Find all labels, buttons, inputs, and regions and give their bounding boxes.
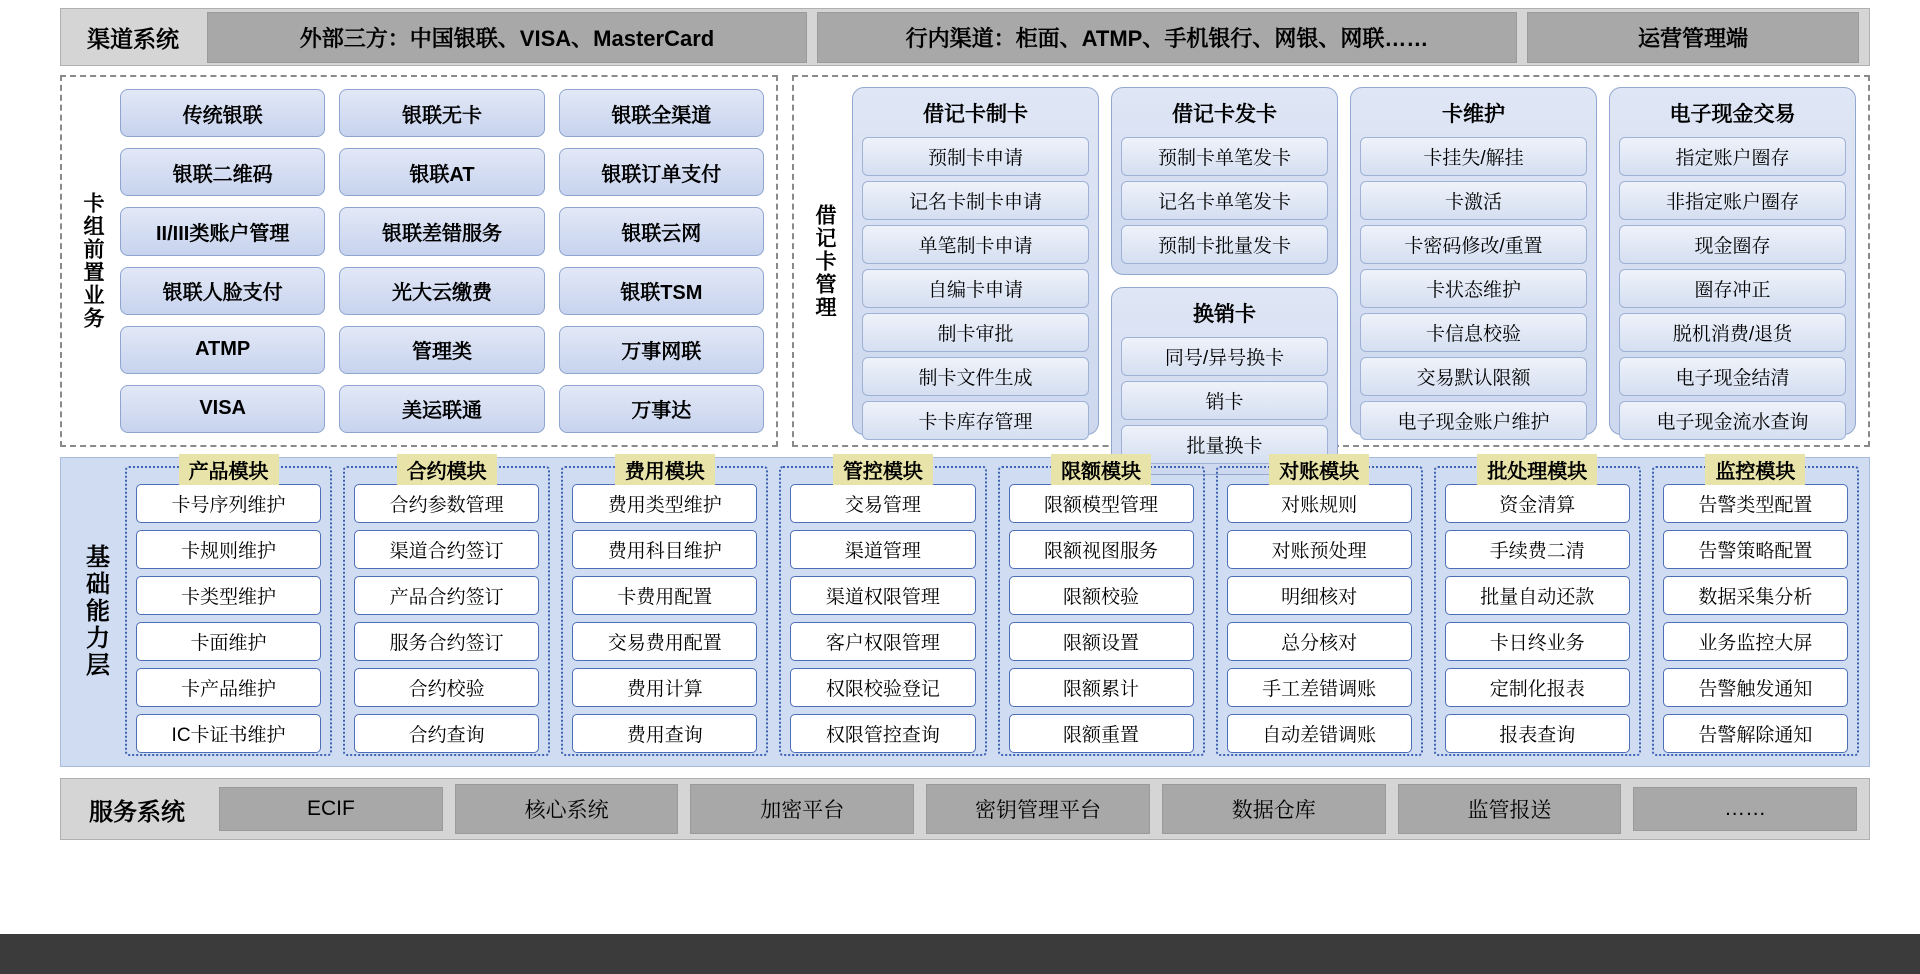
debit-item[interactable]: 卡激活 xyxy=(1360,181,1587,220)
channel-system-label: 渠道系统 xyxy=(87,25,179,52)
card-org-item[interactable]: VISA xyxy=(120,385,325,433)
capability-item[interactable]: 卡日终业务 xyxy=(1445,622,1630,661)
card-org-item[interactable]: 银联全渠道 xyxy=(559,89,764,137)
debit-box-card-exchange-cancel xyxy=(1111,287,1338,475)
capability-item[interactable]: 合约校验 xyxy=(354,668,539,707)
capability-item[interactable]: 渠道管理 xyxy=(790,530,975,569)
card-org-item[interactable]: 光大云缴费 xyxy=(339,267,544,315)
debit-item[interactable]: 制卡审批 xyxy=(862,313,1089,352)
debit-item[interactable]: 电子现金账户维护 xyxy=(1360,401,1587,440)
capability-item[interactable]: 合约参数管理 xyxy=(354,484,539,523)
card-org-item[interactable]: ATMP xyxy=(120,326,325,374)
card-org-item[interactable]: 美运联通 xyxy=(339,385,544,433)
capability-item[interactable]: 限额设置 xyxy=(1009,622,1194,661)
debit-item[interactable]: 预制卡批量发卡 xyxy=(1121,225,1328,264)
debit-item[interactable]: 单笔制卡申请 xyxy=(862,225,1089,264)
debit-columns xyxy=(844,85,1858,457)
debit-item[interactable]: 电子现金结清 xyxy=(1619,357,1846,396)
debit-item[interactable]: 同号/异号换卡 xyxy=(1121,337,1328,376)
debit-item[interactable]: 预制卡申请 xyxy=(862,137,1089,176)
debit-item[interactable]: 卡信息校验 xyxy=(1360,313,1587,352)
service-cell-ecif: ECIF xyxy=(219,787,443,831)
capability-column-batch xyxy=(1434,461,1641,756)
capability-item[interactable]: 告警类型配置 xyxy=(1663,484,1848,523)
capability-item[interactable]: 告警触发通知 xyxy=(1663,668,1848,707)
capability-item[interactable]: 服务合约签订 xyxy=(354,622,539,661)
capability-columns xyxy=(119,461,1859,756)
debit-box-e-cash-transactions xyxy=(1609,87,1856,435)
debit-item[interactable]: 脱机消费/退货 xyxy=(1619,313,1846,352)
capability-item[interactable]: 合约查询 xyxy=(354,714,539,753)
card-org-grid xyxy=(112,85,766,437)
box-title: 卡维护 xyxy=(1442,103,1505,126)
channel-system-band xyxy=(60,8,1870,66)
capability-item[interactable]: 告警策略配置 xyxy=(1663,530,1848,569)
debit-item[interactable]: 预制卡单笔发卡 xyxy=(1121,137,1328,176)
card-org-item[interactable]: 银联差错服务 xyxy=(339,207,544,255)
card-org-item[interactable]: 万事网联 xyxy=(559,326,764,374)
card-org-item[interactable]: 传统银联 xyxy=(120,89,325,137)
capability-column-product xyxy=(125,461,332,756)
debit-item[interactable]: 电子现金流水查询 xyxy=(1619,401,1846,440)
capability-item[interactable]: 交易费用配置 xyxy=(572,622,757,661)
debit-item[interactable]: 制卡文件生成 xyxy=(862,357,1089,396)
channel-cell-internal-channels: 行内渠道：柜面、ATMP、手机银行、网银、网联…… xyxy=(817,12,1517,63)
debit-box-card-issuing xyxy=(1111,87,1338,275)
service-cell-more: …… xyxy=(1633,787,1857,831)
capability-item[interactable]: 报表查询 xyxy=(1445,714,1630,753)
box-title: 借记卡制卡 xyxy=(923,103,1028,126)
capability-item[interactable]: IC卡证书维护 xyxy=(136,714,321,753)
channel-cell-external-third-party: 外部三方：中国银联、VISA、MasterCard xyxy=(207,12,807,63)
card-org-item[interactable]: 银联AT xyxy=(339,148,544,196)
service-cell-data-warehouse: 数据仓库 xyxy=(1162,784,1386,834)
column-title: 批处理模块 xyxy=(1477,454,1597,485)
capability-item[interactable]: 卡产品维护 xyxy=(136,668,321,707)
card-org-panel-label: 卡组前置业务 xyxy=(81,192,105,330)
debit-item[interactable]: 现金圈存 xyxy=(1619,225,1846,264)
capability-item[interactable]: 明细核对 xyxy=(1227,576,1412,615)
debit-box-card-maintenance xyxy=(1350,87,1597,435)
basic-capability-layer xyxy=(60,457,1870,767)
capability-item[interactable]: 手工差错调账 xyxy=(1227,668,1412,707)
debit-item[interactable]: 卡挂失/解挂 xyxy=(1360,137,1587,176)
card-org-item[interactable]: 银联订单支付 xyxy=(559,148,764,196)
card-org-item[interactable]: 银联无卡 xyxy=(339,89,544,137)
capability-item[interactable]: 定制化报表 xyxy=(1445,668,1630,707)
debit-item[interactable]: 交易默认限额 xyxy=(1360,357,1587,396)
column-title: 限额模块 xyxy=(1051,454,1151,485)
capability-column-control xyxy=(779,461,986,756)
capability-item[interactable]: 渠道权限管理 xyxy=(790,576,975,615)
capability-item[interactable]: 限额校验 xyxy=(1009,576,1194,615)
capability-column-contract xyxy=(343,461,550,756)
capability-item[interactable]: 限额重置 xyxy=(1009,714,1194,753)
card-org-item[interactable]: 银联人脸支付 xyxy=(120,267,325,315)
debit-item[interactable]: 卡状态维护 xyxy=(1360,269,1587,308)
capability-column-monitoring xyxy=(1652,461,1859,756)
capability-item[interactable]: 限额视图服务 xyxy=(1009,530,1194,569)
capability-item[interactable]: 手续费二清 xyxy=(1445,530,1630,569)
capability-item[interactable]: 数据采集分析 xyxy=(1663,576,1848,615)
middle-area xyxy=(60,75,1870,457)
service-cell-key-management-platform: 密钥管理平台 xyxy=(926,784,1150,834)
capability-item[interactable]: 对账规则 xyxy=(1227,484,1412,523)
capability-item[interactable]: 告警解除通知 xyxy=(1663,714,1848,753)
debit-column-issue-and-exchange xyxy=(1111,87,1338,457)
capability-item[interactable]: 客户权限管理 xyxy=(790,622,975,661)
capability-item[interactable]: 业务监控大屏 xyxy=(1663,622,1848,661)
capability-item[interactable]: 费用计算 xyxy=(572,668,757,707)
capability-item[interactable]: 权限管控查询 xyxy=(790,714,975,753)
debit-item[interactable]: 非指定账户圈存 xyxy=(1619,181,1846,220)
box-title: 换销卡 xyxy=(1193,303,1256,326)
card-org-item[interactable]: 银联二维码 xyxy=(120,148,325,196)
debit-item[interactable]: 销卡 xyxy=(1121,381,1328,420)
debit-item[interactable]: 自编卡申请 xyxy=(862,269,1089,308)
capability-item[interactable]: 自动差错调账 xyxy=(1227,714,1412,753)
debit-item[interactable]: 指定账户圈存 xyxy=(1619,137,1846,176)
card-org-item[interactable]: 银联云网 xyxy=(559,207,764,255)
column-title: 监控模块 xyxy=(1705,454,1805,485)
capability-item[interactable]: 权限校验登记 xyxy=(790,668,975,707)
debit-item[interactable]: 记名卡制卡申请 xyxy=(862,181,1089,220)
service-system-band xyxy=(60,778,1870,840)
capability-item[interactable]: 卡规则维护 xyxy=(136,530,321,569)
debit-item[interactable]: 圈存冲正 xyxy=(1619,269,1846,308)
debit-item[interactable]: 记名卡单笔发卡 xyxy=(1121,181,1328,220)
column-title: 费用模块 xyxy=(615,454,715,485)
service-cell-regulatory-reporting: 监管报送 xyxy=(1398,784,1622,834)
column-title: 产品模块 xyxy=(179,454,279,485)
column-title: 管控模块 xyxy=(833,454,933,485)
capability-column-fee xyxy=(561,461,768,756)
debit-card-management-panel xyxy=(792,75,1870,457)
capability-item[interactable]: 交易管理 xyxy=(790,484,975,523)
box-title: 电子现金交易 xyxy=(1669,103,1796,126)
capability-item[interactable]: 费用科目维护 xyxy=(572,530,757,569)
capability-item[interactable]: 卡类型维护 xyxy=(136,576,321,615)
capability-column-reconciliation xyxy=(1216,461,1423,756)
debit-item[interactable]: 卡密码修改/重置 xyxy=(1360,225,1587,264)
card-org-item[interactable]: 银联TSM xyxy=(559,267,764,315)
capability-item[interactable]: 费用类型维护 xyxy=(572,484,757,523)
card-org-item[interactable]: 管理类 xyxy=(339,326,544,374)
capability-item[interactable]: 对账预处理 xyxy=(1227,530,1412,569)
diagram-canvas xyxy=(60,8,1870,918)
capability-item[interactable]: 卡面维护 xyxy=(136,622,321,661)
capability-item[interactable]: 资金清算 xyxy=(1445,484,1630,523)
capability-layer-label: 基础能力层 xyxy=(81,543,109,679)
column-title: 合约模块 xyxy=(397,454,497,485)
service-system-label: 服务系统 xyxy=(89,798,185,826)
capability-item[interactable]: 卡号序列维护 xyxy=(136,484,321,523)
capability-item[interactable]: 渠道合约签订 xyxy=(354,530,539,569)
capability-item[interactable]: 总分核对 xyxy=(1227,622,1412,661)
card-org-front-business-panel xyxy=(60,75,778,447)
channel-cell-operations-console: 运营管理端 xyxy=(1527,12,1859,63)
service-cell-encryption-platform: 加密平台 xyxy=(690,784,914,834)
debit-item[interactable]: 卡卡库存管理 xyxy=(862,401,1089,440)
debit-item[interactable]: 批量换卡 xyxy=(1121,425,1328,464)
debit-box-card-production xyxy=(852,87,1099,435)
box-title: 借记卡发卡 xyxy=(1172,103,1277,126)
card-org-item[interactable]: II/III类账户管理 xyxy=(120,207,325,255)
capability-item[interactable]: 限额模型管理 xyxy=(1009,484,1194,523)
column-title: 对账模块 xyxy=(1269,454,1369,485)
bottom-bar xyxy=(0,934,1920,974)
capability-item[interactable]: 费用查询 xyxy=(572,714,757,753)
capability-item[interactable]: 批量自动还款 xyxy=(1445,576,1630,615)
capability-item[interactable]: 产品合约签订 xyxy=(354,576,539,615)
capability-item[interactable]: 限额累计 xyxy=(1009,668,1194,707)
capability-item[interactable]: 卡费用配置 xyxy=(572,576,757,615)
capability-column-limit xyxy=(998,461,1205,756)
service-cell-core-system: 核心系统 xyxy=(455,784,679,834)
card-org-item[interactable]: 万事达 xyxy=(559,385,764,433)
debit-panel-label: 借记卡管理 xyxy=(813,203,837,319)
